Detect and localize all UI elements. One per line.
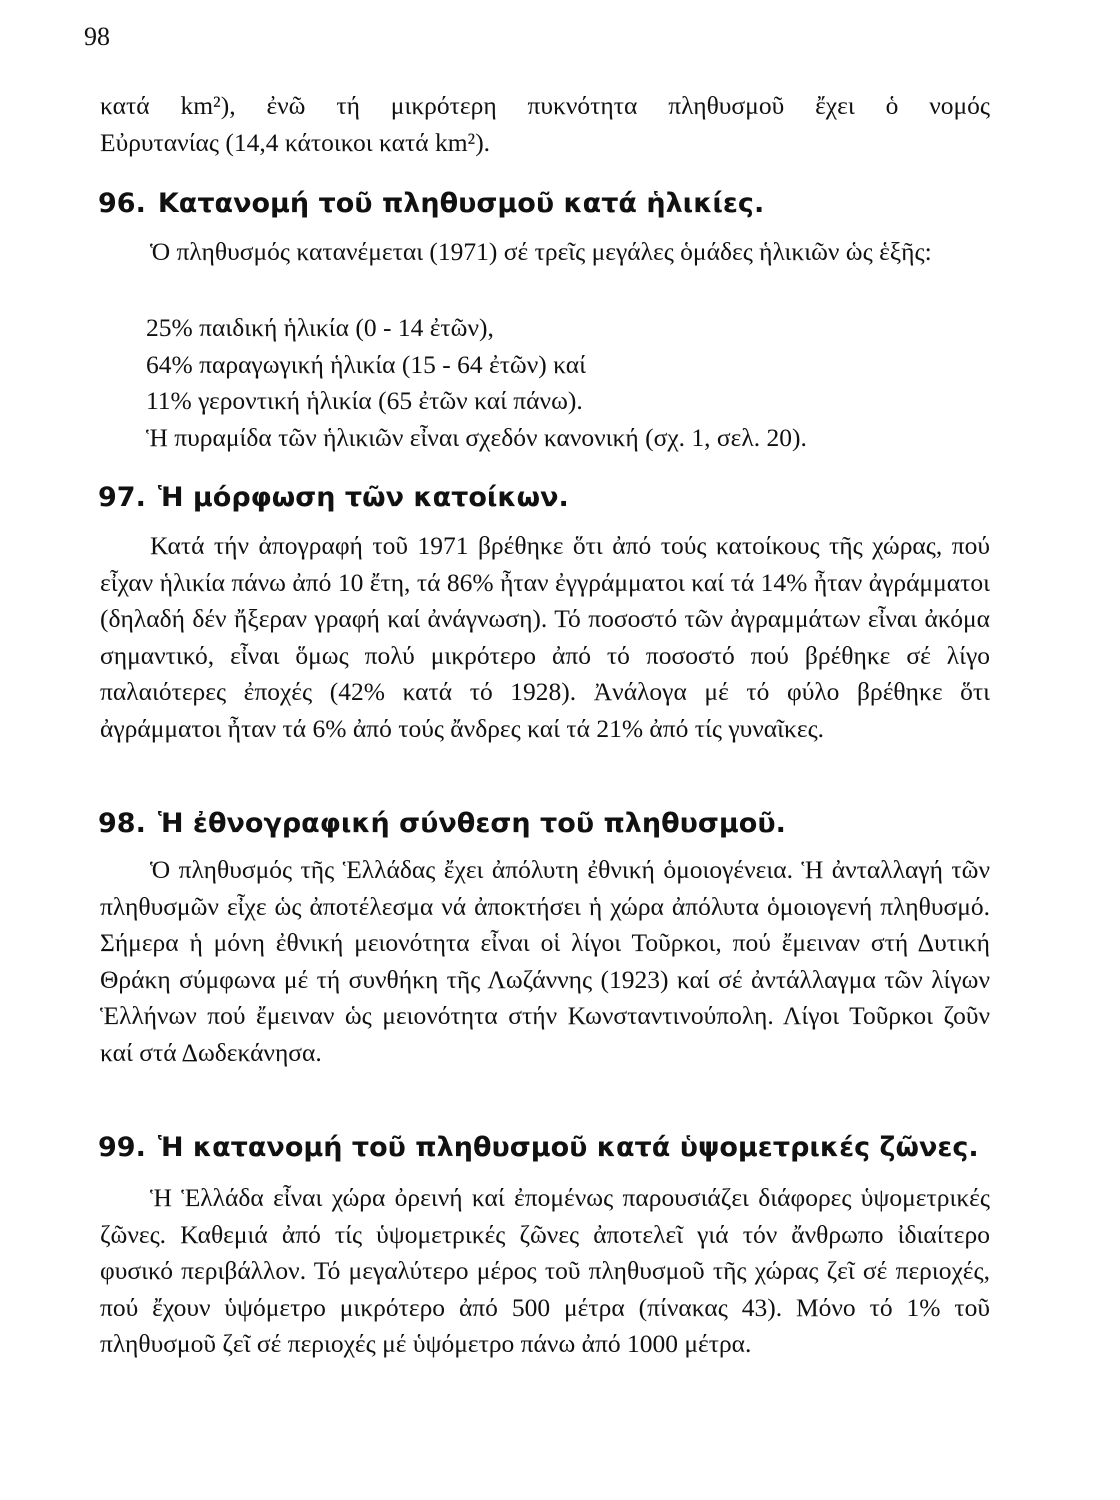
section-98-paragraph: [100, 852, 990, 1071]
section-98-text: Ὁ πληθυσμός τῆς Ἑλλάδας ἔχει ἀπόλυτη ἐθνική ὁμοιογένεια. Ἡ ἀνταλλαγή τῶν πληθυσμῶν εἶχε ὡς ἀποτέλεσμα νά ἀποκτήσει ἡ χώρα ἀπόλυτα ὁμοιογενή πληθυσμό. Σήμερα ἡ μόνη ἐθνική μειονότητα εἶναι οἱ λίγοι Τοῦρκοι, πού ἔμειναν στή Δυτική Θράκη σύμφωνα μέ τή συνθήκη τῆς Λωζάννης (1923) καί σέ ἀντάλλαγμα τῶν λίγων Ἑλλήνων πού ἔμειναν ὡς μειονότητα στήν Κωνσταντινούπολη. Λίγοι Τοῦρκοι ζοῦν καί στά Δωδεκάνησα.: [100, 855, 990, 1067]
section-99-number: 99.: [98, 1132, 146, 1163]
section-98-title: Ἡ ἐθνογραφική σύνθεση τοῦ πληθυσμοῦ.: [157, 808, 786, 839]
intro-line-2: Εὐρυτανίας (14,4 κάτοικοι κατά km²).: [100, 127, 491, 157]
list-item: 25% παιδική ἡλικία (0 - 14 ἐτῶν),: [146, 313, 494, 342]
section-96-end-text: Ἡ πυραμίδα τῶν ἡλικιῶν εἶναι σχεδόν κανονική (σχ. 1, σελ. 20).: [146, 423, 807, 452]
section-99-text: Ἡ Ἑλλάδα εἶναι χώρα ὀρεινή καί ἐπομένως παρουσιάζει διάφορες ὑψομετρικές ζῶνες. Καθεμιά ἀπό τίς ὑψομετρικές ζῶνες ἀποτελεῖ γιά τόν ἄνθρωπο ἰδιαίτερο φυσικό περιβάλλον. Τό μεγαλύτερο μέρος τοῦ πληθυσμοῦ τῆς χώρας ζεῖ σέ περιοχές, πού ἔχουν ὑψόμετρο μικρότερο ἀπό 500 μέτρα (πίνακας 43). Μόνο τό 1% τοῦ πληθυσμοῦ ζεῖ σέ περιοχές μέ ὑψόμετρο πάνω ἀπό 1000 μέτρα.: [100, 1183, 990, 1358]
section-98-number: 98.: [98, 808, 146, 839]
section-96-number: 96.: [98, 188, 146, 219]
section-97-paragraph: [100, 528, 990, 747]
intro-line-1: κατά km²), ἐνῶ τή μικρότερη πυκνότητα πληθυσμοῦ ἔχει ὁ νομός: [100, 91, 990, 120]
section-99-paragraph: [100, 1180, 990, 1363]
age-group-list: [146, 310, 996, 420]
section-97-title: Ἡ μόρφωση τῶν κατοίκων.: [157, 482, 569, 513]
section-96-intro-text: Ὁ πληθυσμός κατανέμεται (1971) σέ τρεῖς μεγάλες ὁμάδες ἡλικιῶν ὡς ἑξῆς:: [150, 237, 932, 266]
list-item: 64% παραγωγική ἡλικία (15 - 64 ἐτῶν) καί: [146, 349, 586, 379]
section-96-intro: [100, 234, 990, 271]
section-97-text: Κατά τήν ἀπογραφή τοῦ 1971 βρέθηκε ὅτι ἀπό τούς κατοίκους τῆς χώρας, πού εἶχαν ἡλικία πάνω ἀπό 10 ἔτη, τά 86% ἦταν ἐγγράμματοι καί τά 14% ἦταν ἀγράμματοι (δηλαδή δέν ἤξεραν γραφή καί ἀνάγνωση). Τό ποσοστό τῶν ἀγραμμάτων εἶναι ἀκόμα σημαντικό, εἶναι ὅμως πολύ μικρότερο ἀπό τό ποσοστό πού βρέθηκε σέ λίγο παλαιότερες ἐποχές (42% κατά τό 1928). Ἀνάλογα μέ τό φύλο βρέθηκε ὅτι ἀγράμματοι ἦταν τά 6% ἀπό τούς ἄνδρες καί τά 21% ἀπό τίς γυναῖκες.: [100, 531, 990, 743]
page-number: 98: [84, 22, 110, 51]
section-99-heading: [98, 1130, 998, 1166]
section-97-number: 97.: [98, 482, 146, 513]
section-96-end: [146, 420, 996, 457]
section-97-heading: [98, 480, 998, 516]
intro-paragraph: [100, 88, 990, 161]
section-96-title: Κατανομή τοῦ πληθυσμοῦ κατά ἡλικίες.: [157, 188, 765, 219]
section-99-title: Ἡ κατανομή τοῦ πληθυσμοῦ κατά ὑψομετρικές ζῶνες.: [157, 1132, 979, 1163]
section-98-heading: [98, 806, 998, 842]
section-96-heading: [98, 186, 998, 222]
list-item: 11% γεροντική ἡλικία (65 ἐτῶν καί πάνω).: [146, 386, 583, 415]
